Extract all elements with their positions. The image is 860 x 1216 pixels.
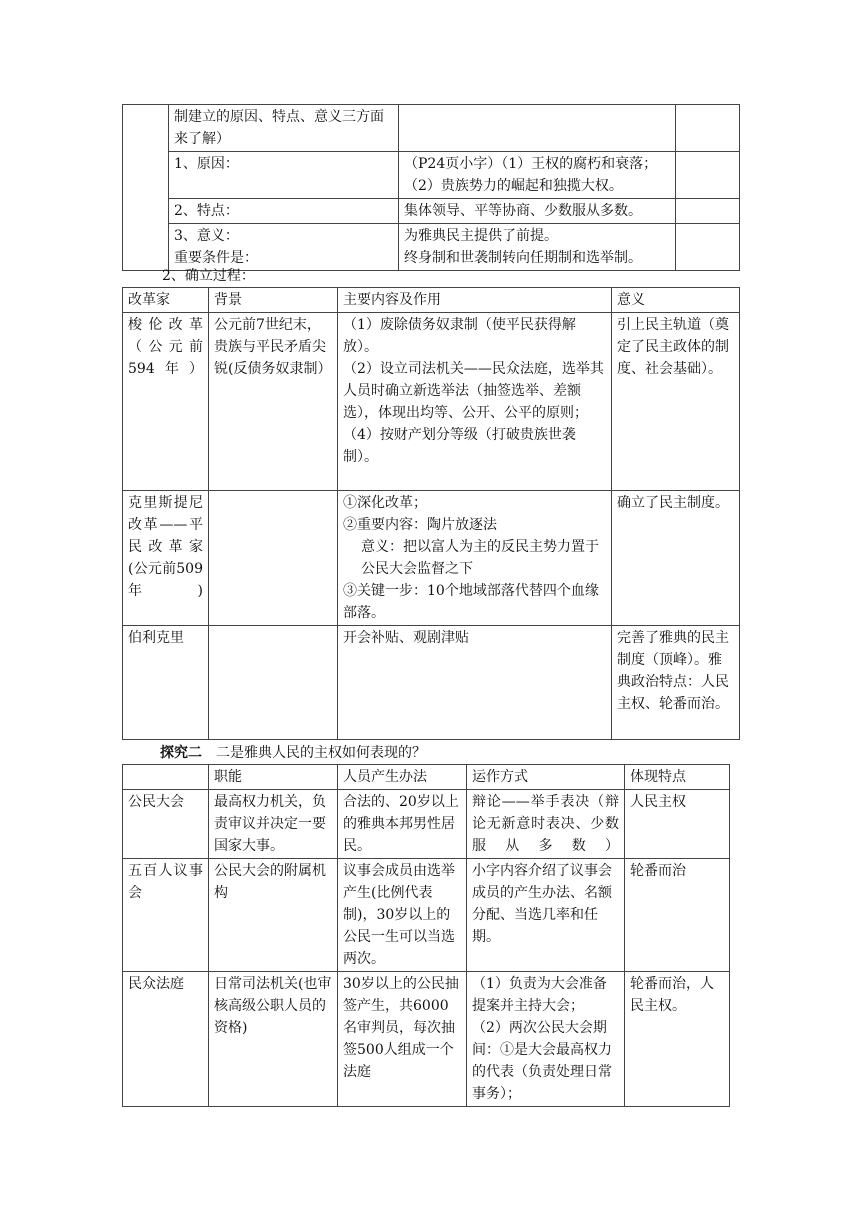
empty-cell: [676, 224, 740, 271]
cell-line: 终身制和世袭制转向任期制和选举制。: [404, 250, 642, 266]
origin-table: [122, 104, 740, 271]
cell-line: （1）负责为大会准备提案并主持大会；: [472, 976, 607, 1014]
column-header: 运作方式: [467, 765, 625, 790]
column-header: 职能: [209, 765, 338, 790]
table-row: [123, 105, 740, 152]
empty-cell: [123, 105, 169, 271]
cell-line: ②重要内容：陶片放逐法: [343, 517, 497, 533]
table-cell: [399, 224, 676, 271]
cell-line: （2）贵族势力的崛起和独揽大权。: [404, 178, 623, 194]
org-cell: 公民大会: [123, 790, 209, 859]
table-cell: 制建立的原因、特点、意义三方面来了解）: [169, 105, 399, 152]
empty-cell: [676, 152, 740, 199]
cell-line: （1）废除债务奴隶制（使平民获得解放）。: [343, 317, 576, 355]
table-row: [123, 972, 730, 1107]
content-cell: [338, 313, 612, 491]
table-cell: 2、特点：: [169, 199, 399, 224]
table-row: [123, 224, 740, 271]
reform-table: [122, 287, 740, 740]
column-header: 体现特点: [625, 765, 730, 790]
content-cell: [338, 491, 612, 626]
reformer-cell: 伯利克里: [123, 626, 209, 740]
table-row: [123, 152, 740, 199]
operation-cell: [467, 972, 625, 1107]
function-cell: 日常司法机关(也审核高级公职人员的资格): [209, 972, 338, 1107]
org-cell: 民众法庭: [123, 972, 209, 1107]
table-header-row: [123, 288, 740, 313]
section-question: 二是雅典人民的主权如何表现的？: [216, 745, 426, 761]
function-cell: 公民大会的附属机构: [209, 859, 338, 972]
org-cell: 五百人议事会: [123, 859, 209, 972]
cell-line: ①深化改革；: [343, 495, 427, 511]
table-cell: [169, 224, 399, 271]
institutions-table: [122, 764, 730, 1107]
method-cell: 合法的、20岁以上的雅典本邦男性居民。: [338, 790, 467, 859]
significance-cell: 引上民主轨道（奠定了民主政体的制度、社会基础）。: [612, 313, 740, 491]
table-row: [123, 626, 740, 740]
table-row: [123, 491, 740, 626]
cell-line: （2）设立司法机关——民众法庭，选举其人员时确立新选举法（抽签选举、差额选），体现出均等、公开、公平的原则；: [343, 361, 604, 421]
cell-line: 重要条件是：: [174, 250, 258, 266]
column-header: 主要内容及作用: [338, 288, 612, 313]
cell-line: 3、意义：: [174, 228, 239, 244]
table-row: [123, 790, 730, 859]
method-cell: 30岁以上的公民抽签产生，共6000名审判员，每次抽签500人组成一个法庭: [338, 972, 467, 1107]
table-cell: 1、原因：: [169, 152, 399, 199]
table-header-row: [123, 765, 730, 790]
table-row: [123, 859, 730, 972]
column-header: 人员产生办法: [338, 765, 467, 790]
method-cell: 议事会成员由选举产生(比例代表制)，30岁以上的公民一生可以当选两次。: [338, 859, 467, 972]
table-cell: 集体领导、平等协商、少数服从多数。: [399, 199, 676, 224]
cell-line: ③关键一步：10个地域部落代替四个血缘部落。: [343, 583, 599, 621]
feature-cell: 轮番而治，人民主权。: [625, 972, 730, 1107]
feature-cell: 人民主权: [625, 790, 730, 859]
background-cell: 公元前7世纪末，贵族与平民矛盾尖锐(反债务奴隶制）: [209, 313, 338, 491]
content-cell: 开会补贴、观剧津贴: [338, 626, 612, 740]
empty-cell: [676, 105, 740, 152]
significance-cell: 确立了民主制度。: [612, 491, 740, 626]
table-cell: [399, 105, 676, 152]
table-cell: [399, 152, 676, 199]
cell-line: （P24页小字）（1）王权的腐朽和衰落；: [404, 156, 658, 172]
background-cell: [209, 626, 338, 740]
operation-cell: 小字内容介绍了议事会成员的产生办法、名额分配、当选几率和任期。: [467, 859, 625, 972]
cell-line: （2）两次公民大会期间：①是大会最高权力的代表（负责处理日常事务）；: [472, 1020, 612, 1102]
subheading-establishment: 2、确立过程：: [162, 268, 255, 284]
section-label: 探究二: [160, 745, 202, 761]
feature-cell: 轮番而治: [625, 859, 730, 972]
table-row: [123, 313, 740, 491]
cell-line: 意义：把以富人为主的反民主势力置于公民大会监督之下: [361, 539, 599, 577]
reformer-cell: 梭伦改革（公元前594年）: [123, 313, 209, 491]
column-header: [123, 765, 209, 790]
significance-cell: 完善了雅典的民主制度（顶峰）。雅典政治特点：人民主权、轮番而治。: [612, 626, 740, 740]
operation-cell: 辩论——举手表决（辩论无新意时表决、少数服从多数）: [467, 790, 625, 859]
section-heading: [160, 743, 426, 763]
function-cell: 最高权力机关，负责审议并决定一要国家大事。: [209, 790, 338, 859]
background-cell: [209, 491, 338, 626]
column-header: 背景: [209, 288, 338, 313]
reformer-cell: 克里斯提尼改革——平民改革家(公元前509年): [123, 491, 209, 626]
empty-cell: [676, 199, 740, 224]
table-row: [123, 199, 740, 224]
cell-line: （4）按财产划分等级（打破贵族世袭制）。: [343, 427, 576, 465]
column-header: 意义: [612, 288, 740, 313]
column-header: 改革家: [123, 288, 209, 313]
cell-line: 为雅典民主提供了前提。: [404, 228, 558, 244]
